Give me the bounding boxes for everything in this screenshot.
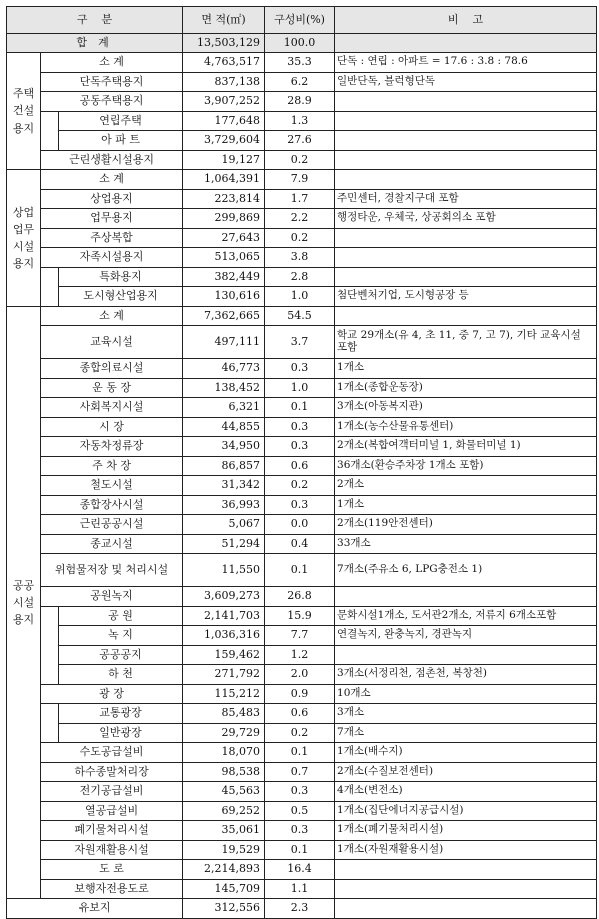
row-note [335, 587, 597, 607]
header-row [7, 7, 597, 34]
table-row [7, 72, 597, 92]
row-ratio: 0.0 [265, 515, 335, 535]
row-note: 1개소 [335, 495, 597, 515]
reserve-note [335, 899, 597, 919]
indent-cell [41, 645, 59, 665]
reserve-label: 유보지 [7, 899, 183, 919]
total-area: 13,503,129 [183, 34, 265, 53]
row-ratio: 0.1 [265, 554, 335, 587]
reserve-area: 312,556 [183, 899, 265, 919]
row-ratio: 35.3 [265, 53, 335, 73]
row-area: 29,729 [183, 723, 265, 743]
table-row [7, 534, 597, 554]
indent-cell [41, 287, 59, 307]
row-area: 86,857 [183, 456, 265, 476]
row-note: 2개소(119안전센터) [335, 515, 597, 535]
row-area: 51,294 [183, 534, 265, 554]
indent-cell [41, 626, 59, 646]
table-row [7, 665, 597, 685]
row-note: 2개소(복합여객터미널 1, 화물터미널 1) [335, 437, 597, 457]
header-category: 구 분 [7, 7, 183, 34]
row-area: 2,214,893 [183, 860, 265, 880]
row-label: 폐기물처리시설 [41, 821, 183, 841]
table-row [7, 723, 597, 743]
table-row [7, 417, 597, 437]
row-note: 1개소(종합운동장) [335, 378, 597, 398]
table-row [7, 131, 597, 151]
row-ratio: 28.9 [265, 92, 335, 112]
row-ratio: 0.3 [265, 437, 335, 457]
row-ratio: 0.2 [265, 150, 335, 170]
row-ratio: 3.7 [265, 326, 335, 359]
row-label: 사회복지시설 [41, 398, 183, 418]
table-row [7, 437, 597, 457]
row-note [335, 170, 597, 190]
row-label: 일반광장 [59, 723, 183, 743]
row-label: 녹 지 [59, 626, 183, 646]
row-note: 7개소 [335, 723, 597, 743]
header-note: 비 고 [335, 7, 597, 34]
row-ratio: 16.4 [265, 860, 335, 880]
row-area: 115,212 [183, 684, 265, 704]
row-ratio: 0.3 [265, 495, 335, 515]
row-area: 3,729,604 [183, 131, 265, 151]
row-note: 일반단독, 블럭형단독 [335, 72, 597, 92]
table-row [7, 801, 597, 821]
table-row [7, 378, 597, 398]
row-note: 단독 : 연립 : 아파트 = 17.6 : 3.8 : 78.6 [335, 53, 597, 73]
row-label: 연립주택 [59, 111, 183, 131]
row-area: 837,138 [183, 72, 265, 92]
row-area: 44,855 [183, 417, 265, 437]
row-ratio: 27.6 [265, 131, 335, 151]
row-ratio: 1.3 [265, 111, 335, 131]
row-label: 교통광장 [59, 704, 183, 724]
table-row [7, 359, 597, 379]
row-area: 223,814 [183, 189, 265, 209]
row-note: 7개소(주유소 6, LPG충전소 1) [335, 554, 597, 587]
table-row [7, 287, 597, 307]
row-label: 종교시설 [41, 534, 183, 554]
row-ratio: 0.6 [265, 704, 335, 724]
total-label: 합 계 [7, 34, 183, 53]
table-row [7, 456, 597, 476]
indent-cell [41, 111, 59, 131]
row-area: 159,462 [183, 645, 265, 665]
row-area: 299,869 [183, 209, 265, 229]
row-label: 주상복합 [41, 228, 183, 248]
table-row [7, 626, 597, 646]
table-row [7, 645, 597, 665]
table-row [7, 860, 597, 880]
row-area: 85,483 [183, 704, 265, 724]
row-note: 연결녹지, 완충녹지, 경관녹지 [335, 626, 597, 646]
row-area: 271,792 [183, 665, 265, 685]
row-label: 근린공공시설 [41, 515, 183, 535]
row-note [335, 228, 597, 248]
table-row [7, 684, 597, 704]
group-label: 주택 건설 용지 [7, 53, 41, 170]
row-note: 문화시설1개소, 도서관2개소, 저류지 6개소포함 [335, 606, 597, 626]
table-row [7, 326, 597, 359]
row-ratio: 0.3 [265, 821, 335, 841]
row-ratio: 1.7 [265, 189, 335, 209]
row-label: 소 계 [41, 306, 183, 326]
row-label: 공공공지 [59, 645, 183, 665]
row-area: 138,452 [183, 378, 265, 398]
reserve-row [7, 899, 597, 919]
row-label: 자동차정류장 [41, 437, 183, 457]
row-area: 3,907,252 [183, 92, 265, 112]
row-area: 19,529 [183, 840, 265, 860]
row-ratio: 54.5 [265, 306, 335, 326]
land-use-table [6, 6, 597, 919]
table-row [7, 248, 597, 268]
row-note: 1개소(집단에너지공급시설) [335, 801, 597, 821]
row-note: 1개소(농수산물유통센터) [335, 417, 597, 437]
row-area: 1,064,391 [183, 170, 265, 190]
row-note: 1개소(자원재활용시설) [335, 840, 597, 860]
row-ratio: 7.7 [265, 626, 335, 646]
row-area: 27,643 [183, 228, 265, 248]
row-note: 첨단벤처기업, 도시형공장 등 [335, 287, 597, 307]
row-note: 행정타운, 우체국, 상공회의소 포함 [335, 209, 597, 229]
row-note: 10개소 [335, 684, 597, 704]
table-row [7, 209, 597, 229]
row-note: 33개소 [335, 534, 597, 554]
row-label: 철도시설 [41, 476, 183, 496]
row-note [335, 860, 597, 880]
row-area: 497,111 [183, 326, 265, 359]
table-row [7, 267, 597, 287]
table-row [7, 398, 597, 418]
row-ratio: 2.2 [265, 209, 335, 229]
indent-cell [41, 131, 59, 151]
row-area: 11,550 [183, 554, 265, 587]
row-label: 위험물저장 및 처리시설 [41, 554, 183, 587]
indent-cell [41, 704, 59, 724]
row-note: 3개소(서정리천, 점촌천, 복창천) [335, 665, 597, 685]
indent-cell [41, 606, 59, 626]
table-row [7, 150, 597, 170]
table-row [7, 476, 597, 496]
row-area: 1,036,316 [183, 626, 265, 646]
row-ratio: 0.6 [265, 456, 335, 476]
row-ratio: 0.3 [265, 359, 335, 379]
row-area: 2,141,703 [183, 606, 265, 626]
row-label: 교육시설 [41, 326, 183, 359]
row-note: 3개소(아동복지관) [335, 398, 597, 418]
row-label: 상업용지 [41, 189, 183, 209]
row-label: 소 계 [41, 53, 183, 73]
row-ratio: 2.8 [265, 267, 335, 287]
row-ratio: 0.1 [265, 743, 335, 763]
row-note: 36개소(환승주차장 1개소 포함) [335, 456, 597, 476]
row-area: 18,070 [183, 743, 265, 763]
table-row [7, 840, 597, 860]
row-ratio: 6.2 [265, 72, 335, 92]
row-label: 자족시설용지 [41, 248, 183, 268]
row-label: 시 장 [41, 417, 183, 437]
group-label: 상업 업무 시설 용지 [7, 170, 41, 307]
row-ratio: 0.4 [265, 534, 335, 554]
table-body [7, 34, 597, 919]
table-row [7, 606, 597, 626]
header-area: 면 적(㎡) [183, 7, 265, 34]
row-note [335, 131, 597, 151]
row-note: 1개소(배수지) [335, 743, 597, 763]
indent-cell [41, 665, 59, 685]
row-note [335, 111, 597, 131]
row-area: 3,609,273 [183, 587, 265, 607]
row-label: 특화용지 [59, 267, 183, 287]
table-row [7, 554, 597, 587]
row-label: 공원녹지 [41, 587, 183, 607]
row-note: 학교 29개소(유 4, 초 11, 중 7, 고 7), 기타 교육시설 포함 [335, 326, 597, 359]
row-area: 35,061 [183, 821, 265, 841]
table-row [7, 92, 597, 112]
row-ratio: 0.9 [265, 684, 335, 704]
row-ratio: 0.7 [265, 762, 335, 782]
table-row [7, 189, 597, 209]
indent-cell [41, 267, 59, 287]
row-ratio: 1.0 [265, 287, 335, 307]
row-label: 자원재활용시설 [41, 840, 183, 860]
row-ratio: 0.3 [265, 417, 335, 437]
table-row [7, 515, 597, 535]
row-note [335, 306, 597, 326]
row-label: 하 천 [59, 665, 183, 685]
header-ratio: 구성비(%) [265, 7, 335, 34]
row-label: 수도공급설비 [41, 743, 183, 763]
row-ratio: 0.2 [265, 228, 335, 248]
row-label: 운 동 장 [41, 378, 183, 398]
row-label: 공 원 [59, 606, 183, 626]
group-label: 공공 시설 용지 [7, 306, 41, 899]
row-label: 열공급설비 [41, 801, 183, 821]
indent-cell [41, 723, 59, 743]
reserve-ratio: 2.3 [265, 899, 335, 919]
row-label: 하수종말처리장 [41, 762, 183, 782]
row-ratio: 1.2 [265, 645, 335, 665]
row-area: 31,342 [183, 476, 265, 496]
table-row [7, 228, 597, 248]
row-label: 종합장사시설 [41, 495, 183, 515]
row-note: 1개소 [335, 359, 597, 379]
row-ratio: 15.9 [265, 606, 335, 626]
row-label: 도 로 [41, 860, 183, 880]
row-label: 종합의료시설 [41, 359, 183, 379]
table-row [7, 170, 597, 190]
row-ratio: 0.2 [265, 476, 335, 496]
row-label: 근린생활시설용지 [41, 150, 183, 170]
row-note [335, 645, 597, 665]
row-area: 145,709 [183, 879, 265, 899]
total-ratio: 100.0 [265, 34, 335, 53]
row-note: 3개소 [335, 704, 597, 724]
table-row [7, 53, 597, 73]
row-label: 보행자전용도로 [41, 879, 183, 899]
total-note [335, 34, 597, 53]
row-area: 34,950 [183, 437, 265, 457]
row-ratio: 0.2 [265, 723, 335, 743]
row-area: 69,252 [183, 801, 265, 821]
row-label: 소 계 [41, 170, 183, 190]
row-area: 7,362,665 [183, 306, 265, 326]
row-ratio: 0.1 [265, 398, 335, 418]
row-ratio: 1.0 [265, 378, 335, 398]
row-area: 382,449 [183, 267, 265, 287]
row-note: 2개소 [335, 476, 597, 496]
row-note: 2개소(수질보전센터) [335, 762, 597, 782]
table-row [7, 743, 597, 763]
row-ratio: 0.3 [265, 782, 335, 802]
row-area: 98,538 [183, 762, 265, 782]
row-area: 4,763,517 [183, 53, 265, 73]
row-ratio: 3.8 [265, 248, 335, 268]
row-ratio: 0.5 [265, 801, 335, 821]
row-area: 19,127 [183, 150, 265, 170]
row-ratio: 7.9 [265, 170, 335, 190]
table-row [7, 821, 597, 841]
row-area: 45,563 [183, 782, 265, 802]
row-area: 130,616 [183, 287, 265, 307]
table-row [7, 704, 597, 724]
row-ratio: 2.0 [265, 665, 335, 685]
row-area: 5,067 [183, 515, 265, 535]
row-label: 단독주택용지 [41, 72, 183, 92]
table-row [7, 111, 597, 131]
row-area: 513,065 [183, 248, 265, 268]
row-label: 아 파 트 [59, 131, 183, 151]
row-note [335, 150, 597, 170]
row-label: 업무용지 [41, 209, 183, 229]
row-ratio: 26.8 [265, 587, 335, 607]
row-note [335, 92, 597, 112]
row-note [335, 879, 597, 899]
row-note: 4개소(변전소) [335, 782, 597, 802]
total-row [7, 34, 597, 53]
row-label: 주 차 장 [41, 456, 183, 476]
table-row [7, 762, 597, 782]
row-note: 주민센터, 경찰지구대 포함 [335, 189, 597, 209]
table-row [7, 587, 597, 607]
row-label: 광 장 [41, 684, 183, 704]
table-row [7, 306, 597, 326]
row-note: 1개소(폐기물처리시설) [335, 821, 597, 841]
row-area: 177,648 [183, 111, 265, 131]
row-area: 46,773 [183, 359, 265, 379]
row-ratio: 1.1 [265, 879, 335, 899]
table-row [7, 879, 597, 899]
row-note [335, 248, 597, 268]
row-label: 공동주택용지 [41, 92, 183, 112]
row-label: 전기공급설비 [41, 782, 183, 802]
row-note [335, 267, 597, 287]
table-row [7, 495, 597, 515]
row-label: 도시형산업용지 [59, 287, 183, 307]
table-row [7, 782, 597, 802]
row-ratio: 0.1 [265, 840, 335, 860]
row-area: 6,321 [183, 398, 265, 418]
row-area: 36,993 [183, 495, 265, 515]
